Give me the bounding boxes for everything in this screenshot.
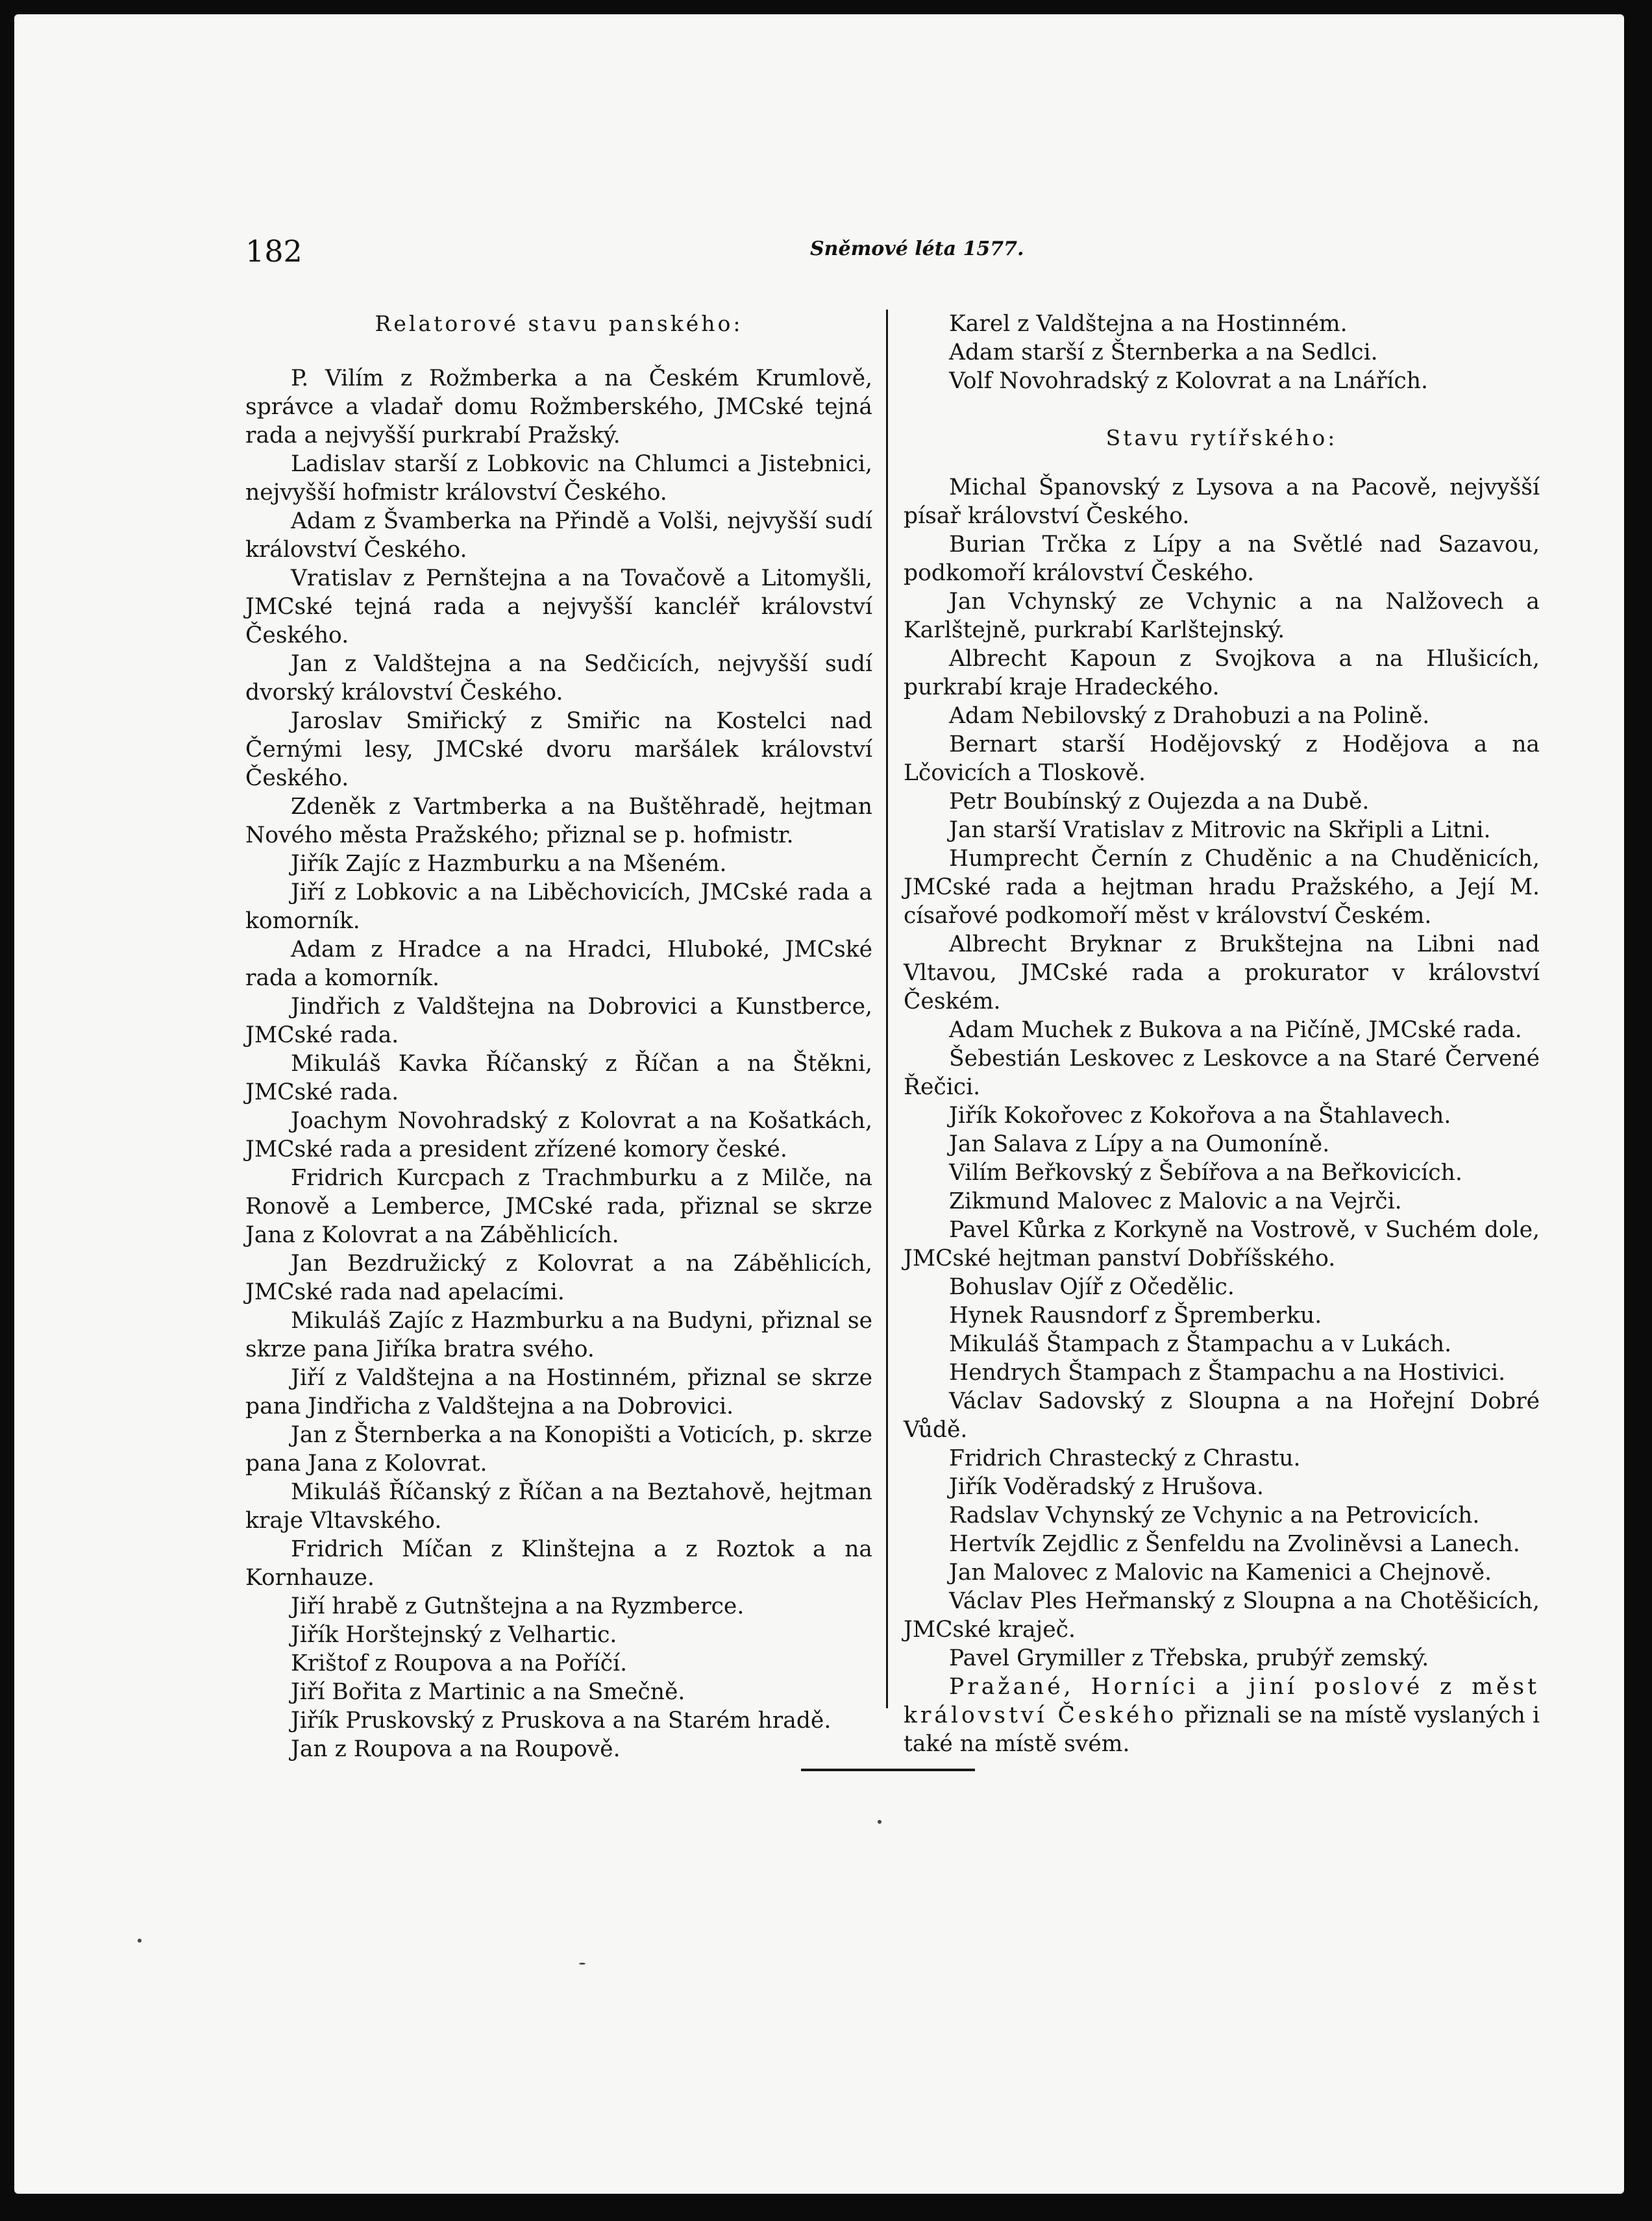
list-entry: Jaroslav Smiřický z Smiřic na Kostelci nad Černými lesy, JMCské dvoru maršálek království Českého. — [245, 708, 872, 791]
closing-spaced-text: Pražané, Horníci a jiní poslové z měst království Českého — [904, 1674, 1540, 1728]
list-entry: Adam Nebilovský z Drahobuzi a na Polině. — [949, 703, 1430, 729]
list-entry: Ladislav starší z Lobkovic na Chlumci a Jistebnici, nejvyšší hofmistr království Českého. — [245, 451, 872, 506]
list-entry: Adam Muchek z Bukova a na Pičíně, JMCské rada. — [949, 1017, 1522, 1043]
scan-speck — [579, 1963, 586, 1965]
list-entry: Fridrich Kurcpach z Trachmburku a z Milče, na Ronově a Lemberce, JMCské rada, přiznal se skrze Jana z Kolovrat a na Záběhlicích. — [245, 1165, 872, 1248]
closing-rule — [801, 1769, 975, 1771]
right-section-heading: Stavu rytířského: — [1105, 425, 1338, 450]
list-entry: Petr Boubínský z Oujezda a na Dubě. — [949, 789, 1370, 815]
list-entry: Jiří z Valdštejna a na Hostinném, přiznal se skrze pana Jindřicha z Valdštejna a na Dobrovici. — [245, 1365, 872, 1419]
list-entry: Jindřich z Valdštejna na Dobrovici a Kunstberce, JMCské rada. — [245, 994, 872, 1048]
list-entry: Mikuláš Zajíc z Hazmburku a na Budyni, přiznal se skrze pana Jiříka bratra svého. — [245, 1308, 872, 1362]
list-entry: Jan z Valdštejna a na Sedčicích, nejvyšší sudí dvorský království Českého. — [245, 651, 872, 706]
left-section-heading: Relatorové stavu panského: — [375, 311, 743, 336]
list-entry: P. Vilím z Rožmberka a na Českém Krumlově, správce a vladař domu Rožmberského, JMCské tejná rada a nejvyšší purkrabí Pražský. — [245, 365, 872, 448]
list-entry: Adam starší z Šternberka a na Sedlci. — [949, 339, 1378, 365]
list-entry: Jan Malovec z Malovic na Kamenici a Chejnově. — [949, 1560, 1492, 1586]
list-entry: Karel z Valdštejna a na Hostinném. — [949, 311, 1348, 337]
list-entry: Jiřík Voděradský z Hrušova. — [949, 1474, 1264, 1500]
closing-rest-text: přiznali se na místě vyslaných i také na místě svém. — [904, 1702, 1540, 1757]
list-entry: Jan Salava z Lípy a na Oumoníně. — [949, 1131, 1330, 1157]
list-entry: Pavel Grymiller z Třebska, prubýř zemský. — [949, 1645, 1429, 1671]
page-header — [245, 234, 1401, 273]
right-entry-list — [904, 473, 1540, 1673]
list-entry: Šebestián Leskovec z Leskovce a na Staré Červené Řečici. — [904, 1046, 1540, 1100]
list-entry: Jan starší Vratislav z Mitrovic na Skřipli a Litni. — [949, 817, 1491, 843]
list-entry: Humprecht Černín z Chuděnic a na Chuděnicích, JMCské rada a hejtman hradu Pražského, a Její M. císařové podkomoří měst v království Českém. — [904, 846, 1540, 929]
document-page — [14, 14, 1624, 2194]
list-entry: Mikuláš Štampach z Štampachu a v Lukách. — [949, 1331, 1452, 1357]
list-entry: Albrecht Kapoun z Svojkova a na Hlušicích, purkrabí kraje Hradeckého. — [904, 646, 1540, 700]
list-entry: Joachym Novohradský z Kolovrat a na Košatkách, JMCské rada a president zřízené komory české. — [245, 1108, 872, 1162]
list-entry: Albrecht Bryknar z Brukštejna na Libni nad Vltavou, JMCské rada a prokurator v království Českém. — [904, 931, 1540, 1014]
list-entry: Jiří hrabě z Gutnštejna a na Ryzmberce. — [291, 1593, 745, 1619]
running-title: Sněmové léta 1577. — [810, 238, 1024, 260]
list-entry: Vilím Beřkovský z Šebířova a na Beřkovicích. — [949, 1160, 1462, 1186]
right-column — [904, 310, 1540, 1758]
column-divider — [886, 310, 888, 1708]
list-entry: Hynek Rausndorf z Špremberku. — [949, 1303, 1322, 1329]
list-entry: Burian Trčka z Lípy a na Světlé nad Sazavou, podkomoří království Českého. — [904, 532, 1540, 586]
list-entry: Michal Španovský z Lysova a na Pacově, nejvyšší písař království Českého. — [904, 474, 1540, 529]
list-entry: Fridrich Chrastecký z Chrastu. — [949, 1445, 1301, 1471]
list-entry: Krištof z Roupova a na Poříčí. — [291, 1650, 628, 1676]
page-number: 182 — [245, 234, 302, 269]
closing-paragraph — [904, 1673, 1540, 1758]
list-entry: Bohuslav Ojíř z Očedělic. — [949, 1274, 1235, 1300]
list-entry: Jiří Bořita z Martinic a na Smečně. — [291, 1679, 685, 1705]
list-entry: Václav Sadovský z Sloupna a na Hořejní Dobré Vůdě. — [904, 1388, 1540, 1443]
list-entry: Jan z Roupova a na Roupově. — [291, 1736, 621, 1762]
list-entry: Václav Ples Heřmanský z Sloupna a na Chotěšicích, JMCské kraječ. — [904, 1588, 1540, 1643]
list-entry: Jiřík Horštejnský z Velhartic. — [291, 1622, 617, 1648]
list-entry: Hertvík Zejdlic z Šenfeldu na Zvoliněvsi a Lanech. — [949, 1531, 1520, 1557]
left-entry-list — [245, 364, 872, 1763]
list-entry: Bernart starší Hodějovský z Hodějova a na Lčovicích a Tloskově. — [904, 731, 1540, 786]
scan-speck — [878, 1820, 881, 1824]
list-entry: Jan z Šternberka a na Konopišti a Voticích, p. skrze pana Jana z Kolovrat. — [245, 1422, 872, 1477]
list-entry: Pavel Kůrka z Korkyně na Vostrově, v Suchém dole, JMCské hejtman panství Dobříšského. — [904, 1217, 1540, 1271]
list-entry: Adam z Švamberka na Přindě a Volši, nejvyšší sudí království Českého. — [245, 508, 872, 563]
list-entry: Jiří z Lobkovic a na Liběchovicích, JMCské rada a komorník. — [245, 879, 872, 934]
list-entry: Adam z Hradce a na Hradci, Hluboké, JMCské rada a komorník. — [245, 937, 872, 991]
list-entry: Jiřík Pruskovský z Pruskova a na Starém hradě. — [291, 1708, 832, 1734]
list-entry: Radslav Vchynský ze Vchynic a na Petrovicích. — [949, 1503, 1480, 1528]
list-entry: Mikuláš Říčanský z Říčan a na Beztahově, hejtman kraje Vltavského. — [245, 1479, 872, 1534]
list-entry: Zdeněk z Vartmberka a na Buštěhradě, hejtman Nového města Pražského; přiznal se p. hofmistr. — [245, 794, 872, 848]
list-entry: Mikuláš Kavka Říčanský z Říčan a na Štěkni, JMCské rada. — [245, 1051, 872, 1105]
list-entry: Volf Novohradský z Kolovrat a na Lnářích. — [949, 368, 1428, 394]
list-entry: Vratislav z Pernštejna a na Tovačově a Litomyšli, JMCské tejná rada a nejvyšší kancléř království Českého. — [245, 565, 872, 648]
list-entry: Jan Bezdružický z Kolovrat a na Záběhlicích, JMCské rada nad apelacími. — [245, 1251, 872, 1305]
right-top-entry-list — [904, 310, 1540, 395]
list-entry: Zikmund Malovec z Malovic a na Vejrči. — [949, 1188, 1402, 1214]
scan-speck — [138, 1939, 142, 1943]
list-entry: Jiřík Kokořovec z Kokořova a na Štahlavech. — [949, 1103, 1451, 1129]
list-entry: Jan Vchynský ze Vchynic a na Nalžovech a Karlštejně, purkrabí Karlštejnský. — [904, 589, 1540, 643]
left-column — [245, 310, 872, 1763]
list-entry: Jiřík Zajíc z Hazmburku a na Mšeném. — [291, 851, 727, 877]
list-entry: Fridrich Míčan z Klinštejna a z Roztok a na Kornhauze. — [245, 1536, 872, 1591]
list-entry: Hendrych Štampach z Štampachu a na Hostivici. — [949, 1360, 1506, 1386]
